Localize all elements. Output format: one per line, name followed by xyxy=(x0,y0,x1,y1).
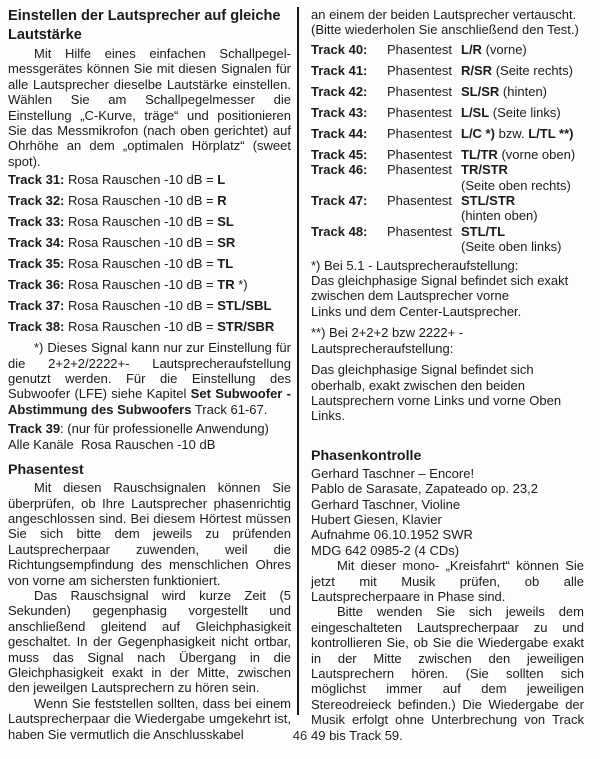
track-test: Phasentest xyxy=(387,146,453,162)
phasenkontrolle-paragraph-2: Bitte wenden Sie sich jeweils dem eingeschalteten Lautsprecherpaar zu und kontrollieren Sie, ob Sie die Wiedergabe exakt in der Mitte zwischen den jeweiligen Lautsprechern hören. (Sie sollten sich möglichst immer auf dem jeweiligen Stereodreieck befinden.) Die Wiedergabe der Musik erfolgt ohne Unterbrechung von Track 49 bis Track 59. xyxy=(311,604,584,743)
track-signal: SR xyxy=(217,235,236,251)
footnote-line: Lautsprecheraufstellung: xyxy=(311,340,454,356)
track-row xyxy=(8,214,291,229)
heading-line: Lautstärke xyxy=(8,26,82,43)
track-signal: L xyxy=(217,172,226,188)
track-label: Track 38: xyxy=(8,319,65,335)
track-note-line2: (Seite oben links) xyxy=(461,239,562,255)
footnote-line: Das gleichphasige Signal befindet sich xyxy=(311,362,534,378)
track-note-line2: (Seite oben rechts) xyxy=(461,177,571,193)
track-desc: Rosa Rauschen -10 dB = xyxy=(68,214,214,230)
credit-line: Gerhard Taschner, Violine xyxy=(311,496,461,512)
credit-line: Gerhard Taschner – Encore! xyxy=(311,465,475,481)
track-row xyxy=(311,84,584,99)
track-note: (Seite links) xyxy=(492,104,561,120)
track-label: Track 31: xyxy=(8,172,65,188)
footnote-line: **) Bei 2+2+2 bzw 2222+ - xyxy=(311,325,464,341)
track-label: Track 36: xyxy=(8,277,65,293)
track-note-line2: (hinten oben) xyxy=(461,208,538,224)
track-signal: TL xyxy=(217,256,234,272)
phasentest-paragraph-2: Das Rauschsignal wird kurze Zeit (5 Sekunden) gegenphasig vorgestellt und anschließend gleitend auf Gleichphasigkeit geschaltet. In der Gegenphasigkeit nicht ortbar, muss das Signal nach Übergang in die Gleichphasigkeit exakt in der Mitte, zwischen den jeweilgen Lautsprechern zu hören sein. xyxy=(8,587,291,696)
track-signal: TL/TR xyxy=(461,146,498,162)
left-column xyxy=(8,7,291,743)
track-39-block xyxy=(8,421,291,452)
track-signal-alt: L/TL **) xyxy=(528,125,574,141)
footnote-signal-usage xyxy=(8,340,291,417)
footnote-222-head xyxy=(311,325,584,356)
footnote-5-1 xyxy=(311,258,584,320)
page-number: 46 xyxy=(292,728,308,743)
footnote-line: Links. xyxy=(311,408,345,424)
track-signal: SL xyxy=(217,214,234,230)
track-desc: Rosa Rauschen -10 dB = xyxy=(68,277,214,293)
footnote-line: zwischen dem Lautsprecher vorne xyxy=(311,288,509,304)
track-label: Track 34: xyxy=(8,235,65,251)
track-label: Track 33: xyxy=(8,214,65,230)
track-signal: SL/SR xyxy=(461,83,500,99)
intro-paragraph: Mit Hilfe eines einfachen Schallpegelmessgerätes können Sie mit diesen Signalen für alle Lautsprecher dieselbe Lautstärke einstellen. Wählen Sie am Schallpegelmesser die Einstellung „C-Kurve, träge“ und positionieren Sie das Messmikrofon (nach oben gerichtet) auf Ohrhöhe an dem „optimalen Hörplatz“ (sweet spot). xyxy=(8,46,291,169)
track-row xyxy=(311,162,584,193)
track-suffix: *) xyxy=(238,277,248,293)
track-row xyxy=(8,256,291,271)
track-note: (vorne) xyxy=(485,41,527,57)
track-desc: Rosa Rauschen -10 dB = xyxy=(68,193,214,209)
heading-line: Einstellen der Lautsprecher auf gleiche xyxy=(8,8,281,24)
track-signal: R/SR xyxy=(461,62,493,78)
recording-credits xyxy=(311,466,584,558)
track-signal: R xyxy=(217,193,227,209)
track-row xyxy=(311,193,584,224)
section-heading-phasenkontrolle: Phasenkontrolle xyxy=(311,447,422,464)
track-signal: TR xyxy=(217,277,235,293)
track-test: Phasentest xyxy=(387,104,453,120)
track-row xyxy=(8,277,291,292)
track-signal: L/C *) xyxy=(461,125,495,141)
track-test: Phasentest xyxy=(387,162,453,178)
track-row xyxy=(311,224,584,255)
phasentest-paragraph-3: Wenn Sie feststellen sollten, dass bei einem Lautsprecherpaar die Wiedergabe umgekehrt ist, haben Sie vermutlich die Anschlusskabel xyxy=(8,695,291,742)
track-desc: Rosa Rauschen -10 dB = xyxy=(68,319,214,335)
track-label: Track 44: xyxy=(311,125,368,141)
track-signal: STR/SBR xyxy=(217,319,275,335)
track-test: Phasentest xyxy=(387,41,453,57)
track-label: Track 40: xyxy=(311,41,368,57)
track-row xyxy=(8,172,291,187)
track-label: Track 42: xyxy=(311,83,368,99)
track-note: (Seite rechts) xyxy=(495,62,573,78)
track-signal: STL/SBL xyxy=(217,298,272,314)
credit-line: Hubert Giesen, Klavier xyxy=(311,511,442,527)
track-label: Track 46: xyxy=(311,162,368,178)
footnote-line: oberhalb, exakt zwischen den beiden xyxy=(311,377,525,393)
footnote-line: Das gleichphasige Signal befindet sich exakt xyxy=(311,273,569,289)
track-row xyxy=(311,126,584,141)
track-desc: Rosa Rauschen -10 dB = xyxy=(68,298,214,314)
track-label: Track 47: xyxy=(311,193,368,209)
footnote-bold-reference: Set Subwoofer - Abstimmung des Subwoofers xyxy=(8,386,291,417)
section-heading-phasentest: Phasentest xyxy=(8,462,84,479)
track-desc: : (nur für professionelle Anwendung) xyxy=(60,421,269,437)
credit-line: Pablo de Sarasate, Zapateado op. 23,2 xyxy=(311,481,538,497)
phasentest-paragraph-1: Mit diesen Rauschsignalen können Sie überprüfen, ob Ihre Lautsprecher phasenrichtig angeschlossen sind. Bei diesem Hörtest müssen Sie sich bitte dem jeweils zu prüfenden Lautsprecherpaar zuwenden, weil die Richtungsempfindung des menschlichen Ohres von vorne am sichersten funktioniert. xyxy=(8,480,291,588)
track-label: Track 45: xyxy=(311,146,368,162)
section-heading-loudness xyxy=(8,7,291,44)
track-label: Track 43: xyxy=(311,104,368,120)
track-note: (vorne oben) xyxy=(501,146,576,162)
track-row xyxy=(311,63,584,78)
track-row xyxy=(311,42,584,57)
track-signal: L/SL xyxy=(461,104,490,120)
track-signal: STL/STR xyxy=(461,193,516,209)
track-signal: L/R xyxy=(461,41,482,57)
track-list-40-48 xyxy=(311,42,584,255)
track-test: Phasentest xyxy=(387,223,453,239)
track-row xyxy=(311,105,584,120)
track-test: Phasentest xyxy=(387,62,453,78)
track-label: Track 41: xyxy=(311,62,368,78)
continuation-line: (Bitte wiederholen Sie anschließend den Test.) xyxy=(311,22,579,38)
track-label: Track 39 xyxy=(8,421,61,437)
track-label: Track 37: xyxy=(8,298,65,314)
track-label: Track 32: xyxy=(8,193,65,209)
footnote-line: Lautsprechern vorne Links und vorne Oben xyxy=(311,392,562,408)
continuation-line: an einem der beiden Lautsprecher vertauscht. xyxy=(311,7,577,22)
track-test: Phasentest xyxy=(387,125,453,141)
credit-line: MDG 642 0985-2 (4 CDs) xyxy=(311,542,460,558)
track-desc: Rosa Rauschen -10 dB = xyxy=(68,235,214,251)
track-row xyxy=(8,298,291,313)
track-conjunction: bzw. xyxy=(498,125,525,141)
track-row xyxy=(8,421,291,436)
track-39-channels: Alle Kanäle Rosa Rauschen -10 dB xyxy=(8,436,216,452)
track-note: (hinten) xyxy=(502,83,547,99)
track-label: Track 48: xyxy=(311,223,368,239)
phasenkontrolle-paragraph-1: Mit dieser mono- „Kreisfahrt“ können Sie jetzt mit Musik prüfen, ob alle Lautsprecherpaare in Phase sind. xyxy=(311,558,584,604)
track-row xyxy=(311,147,584,162)
track-row xyxy=(8,193,291,208)
track-list-31-38 xyxy=(8,172,291,334)
footnote-line: Links und dem Center-Lautsprecher. xyxy=(311,303,522,319)
track-signal: TR/STR xyxy=(461,162,508,178)
track-test: Phasentest xyxy=(387,83,453,99)
track-label: Track 35: xyxy=(8,256,65,272)
footnote-222-body xyxy=(311,362,584,424)
footnote-line: *) Bei 5.1 - Lautsprecheraufstellung: xyxy=(311,257,519,273)
track-row xyxy=(8,235,291,250)
track-row xyxy=(8,319,291,334)
footnote-text: *) Dieses Signal kann nur zur Einstellung für die 2+2+2/2222+- Lautsprecheraufstellung genutzt werden. Für die Einstellung des Subwoofer (LFE) siehe Kapitel xyxy=(8,340,291,402)
track-desc: Rosa Rauschen -10 dB = xyxy=(68,256,214,272)
track-signal: STL/TL xyxy=(461,223,506,239)
track-desc: Rosa Rauschen -10 dB = xyxy=(68,172,214,188)
track-test: Phasentest xyxy=(387,193,453,209)
right-column xyxy=(299,7,584,743)
credit-line: Aufnahme 06.10.1952 SWR xyxy=(311,527,473,543)
footnote-text: Track 61-67. xyxy=(191,401,268,417)
